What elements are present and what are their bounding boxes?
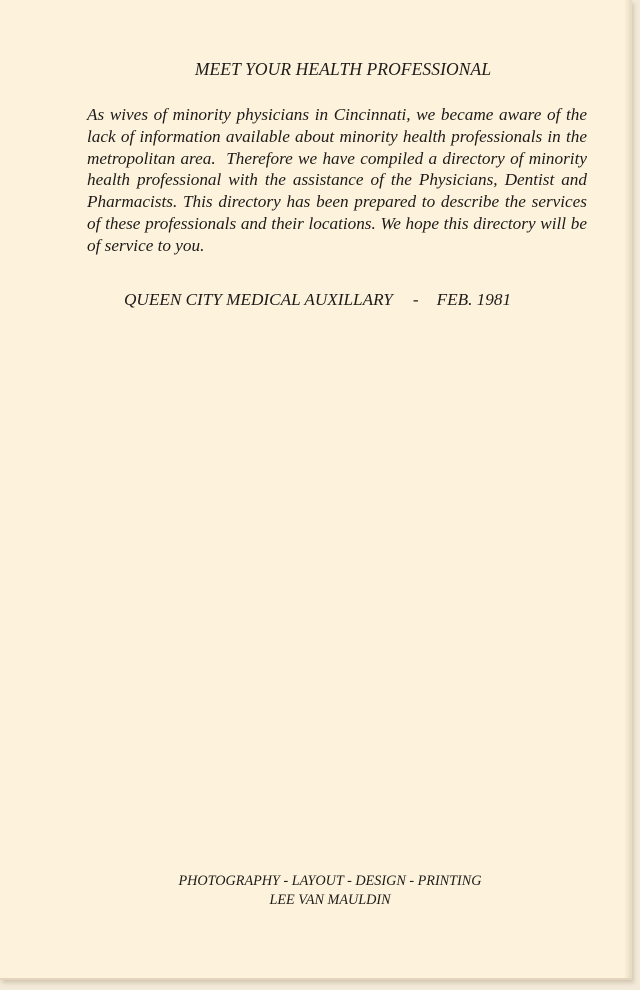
credits-block bbox=[0, 872, 640, 910]
page-heading: MEET YOUR HEALTH PROFESSIONAL bbox=[194, 59, 492, 79]
signature-separator: - bbox=[412, 290, 419, 309]
organization-name: QUEEN CITY MEDICAL AUXILLARY bbox=[124, 290, 393, 309]
signature-date: FEB. 1981 bbox=[436, 290, 512, 309]
credits-name: LEE VAN MAULDIN bbox=[269, 892, 391, 908]
signature-line bbox=[124, 290, 584, 310]
credits-services: PHOTOGRAPHY - LAYOUT - DESIGN - PRINTING bbox=[178, 873, 482, 889]
intro-paragraph: As wives of minority physicians in Cincinnati, we became aware of the lack of information available about minority health professionals in the metropolitan area. Therefore we have compiled a directory of minority health professional with the assistance of the Physicians, Dentist and Pharmacists. This directory has been prepared to describe the services of these professionals and their locations. We hope this directory will be of service to you. bbox=[87, 105, 587, 255]
